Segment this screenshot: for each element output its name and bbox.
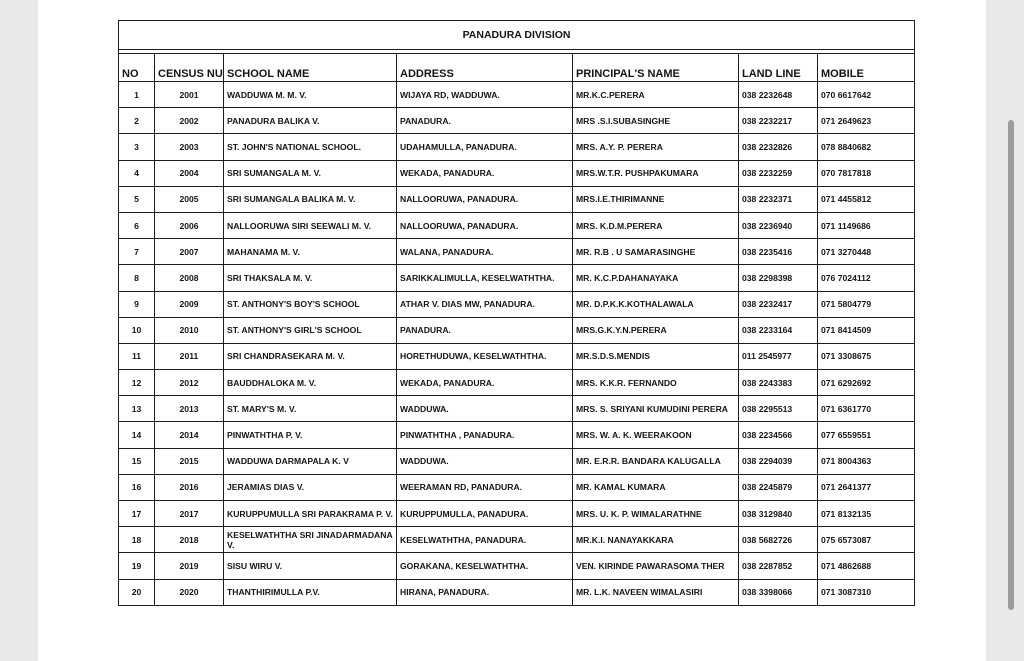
cell-school-name: ST. MARY'S M. V.: [224, 396, 397, 422]
table-row: [119, 527, 915, 553]
cell-principal: MRS. U. K. P. WIMALARATHNE: [573, 501, 739, 527]
cell-no: 13: [119, 396, 155, 422]
cell-census: 2020: [155, 579, 224, 605]
cell-principal: MRS.I.E.THIRIMANNE: [573, 186, 739, 212]
cell-school-name: JERAMIAS DIAS V.: [224, 474, 397, 500]
cell-address: HORETHUDUWA, KESELWATHTHA.: [397, 343, 573, 369]
cell-no: 15: [119, 448, 155, 474]
header-no: NO: [119, 54, 155, 82]
cell-school-name: KURUPPUMULLA SRI PARAKRAMA P. V.: [224, 501, 397, 527]
cell-landline: 038 2236940: [739, 212, 818, 238]
cell-landline: 038 2298398: [739, 265, 818, 291]
cell-landline: 038 2232259: [739, 160, 818, 186]
cell-school-name: SRI THAKSALA M. V.: [224, 265, 397, 291]
school-table: [118, 20, 915, 606]
cell-mobile: 071 2649623: [818, 108, 915, 134]
cell-landline: 038 2232371: [739, 186, 818, 212]
cell-school-name: ST. ANTHONY'S GIRL'S SCHOOL: [224, 317, 397, 343]
cell-principal: MRS. A.Y. P. PERERA: [573, 134, 739, 160]
header-address: ADDRESS: [397, 54, 573, 82]
cell-address: WALANA, PANADURA.: [397, 239, 573, 265]
cell-principal: VEN. KIRINDE PAWARASOMA THER: [573, 553, 739, 579]
cell-mobile: 071 4455812: [818, 186, 915, 212]
cell-mobile: 071 6361770: [818, 396, 915, 422]
cell-principal: MR.S.D.S.MENDIS: [573, 343, 739, 369]
cell-principal: MR.K.C.PERERA: [573, 82, 739, 108]
cell-census: 2014: [155, 422, 224, 448]
cell-no: 20: [119, 579, 155, 605]
cell-no: 6: [119, 212, 155, 238]
cell-school-name: THANTHIRIMULLA P.V.: [224, 579, 397, 605]
cell-landline: 038 2234566: [739, 422, 818, 448]
table-row: [119, 396, 915, 422]
table-row: [119, 553, 915, 579]
cell-landline: 038 2295513: [739, 396, 818, 422]
cell-mobile: 078 8840682: [818, 134, 915, 160]
cell-census: 2015: [155, 448, 224, 474]
cell-no: 11: [119, 343, 155, 369]
table-row: [119, 265, 915, 291]
cell-mobile: 071 1149686: [818, 212, 915, 238]
cell-principal: MRS. W. A. K. WEERAKOON: [573, 422, 739, 448]
cell-mobile: 077 6559551: [818, 422, 915, 448]
cell-school-name: SRI SUMANGALA M. V.: [224, 160, 397, 186]
cell-school-name: ST. ANTHONY'S BOY'S SCHOOL: [224, 291, 397, 317]
cell-address: UDAHAMULLA, PANADURA.: [397, 134, 573, 160]
cell-principal: MR. E.R.R. BANDARA KALUGALLA: [573, 448, 739, 474]
cell-no: 5: [119, 186, 155, 212]
school-table-sheet: [118, 20, 914, 620]
cell-address: ATHAR V. DIAS MW, PANADURA.: [397, 291, 573, 317]
cell-no: 16: [119, 474, 155, 500]
cell-address: KESELWATHTHA, PANADURA.: [397, 527, 573, 553]
cell-landline: 038 2232826: [739, 134, 818, 160]
table-row: [119, 82, 915, 108]
cell-census: 2010: [155, 317, 224, 343]
cell-no: 18: [119, 527, 155, 553]
cell-no: 19: [119, 553, 155, 579]
cell-no: 12: [119, 370, 155, 396]
cell-school-name: KESELWATHTHA SRI JINADARMADANA V.: [224, 527, 397, 553]
cell-mobile: 071 3270448: [818, 239, 915, 265]
header-row: [119, 54, 915, 82]
cell-address: WADDUWA.: [397, 448, 573, 474]
cell-mobile: 071 8132135: [818, 501, 915, 527]
cell-landline: 011 2545977: [739, 343, 818, 369]
cell-school-name: BAUDDHALOKA M. V.: [224, 370, 397, 396]
cell-census: 2012: [155, 370, 224, 396]
table-row: [119, 239, 915, 265]
table-row: [119, 501, 915, 527]
cell-principal: MRS. K.K.R. FERNANDO: [573, 370, 739, 396]
cell-no: 10: [119, 317, 155, 343]
cell-landline: 038 2232217: [739, 108, 818, 134]
cell-mobile: 071 2641377: [818, 474, 915, 500]
cell-address: HIRANA, PANADURA.: [397, 579, 573, 605]
table-row: [119, 370, 915, 396]
cell-principal: MRS. K.D.M.PERERA: [573, 212, 739, 238]
cell-principal: MR. L.K. NAVEEN WIMALASIRI: [573, 579, 739, 605]
cell-census: 2007: [155, 239, 224, 265]
table-row: [119, 134, 915, 160]
cell-census: 2005: [155, 186, 224, 212]
cell-landline: 038 3129840: [739, 501, 818, 527]
cell-school-name: SRI CHANDRASEKARA M. V.: [224, 343, 397, 369]
table-row: [119, 343, 915, 369]
cell-principal: MR. KAMAL KUMARA: [573, 474, 739, 500]
cell-mobile: 071 4862688: [818, 553, 915, 579]
cell-address: SARIKKALIMULLA, KESELWATHTHA.: [397, 265, 573, 291]
cell-no: 17: [119, 501, 155, 527]
header-school: SCHOOL NAME: [224, 54, 397, 82]
table-row: [119, 186, 915, 212]
cell-address: WIJAYA RD, WADDUWA.: [397, 82, 573, 108]
cell-address: NALLOORUWA, PANADURA.: [397, 212, 573, 238]
cell-census: 2001: [155, 82, 224, 108]
cell-landline: 038 2243383: [739, 370, 818, 396]
cell-principal: MR. D.P.K.K.KOTHALAWALA: [573, 291, 739, 317]
cell-landline: 038 5682726: [739, 527, 818, 553]
table-row: [119, 474, 915, 500]
table-row: [119, 448, 915, 474]
table-row: [119, 291, 915, 317]
cell-address: KURUPPUMULLA, PANADURA.: [397, 501, 573, 527]
table-title: PANADURA DIVISION: [119, 21, 915, 50]
cell-no: 3: [119, 134, 155, 160]
cell-mobile: 071 6292692: [818, 370, 915, 396]
cell-address: PANADURA.: [397, 317, 573, 343]
cell-census: 2009: [155, 291, 224, 317]
cell-school-name: PINWATHTHA P. V.: [224, 422, 397, 448]
cell-landline: 038 2287852: [739, 553, 818, 579]
cell-school-name: SISU WIRU V.: [224, 553, 397, 579]
cell-mobile: 071 3087310: [818, 579, 915, 605]
cell-address: GORAKANA, KESELWATHTHA.: [397, 553, 573, 579]
header-principal: PRINCIPAL'S NAME: [573, 54, 739, 82]
cell-address: WEKADA, PANADURA.: [397, 160, 573, 186]
cell-mobile: 075 6573087: [818, 527, 915, 553]
cell-landline: 038 2233164: [739, 317, 818, 343]
table-row: [119, 108, 915, 134]
cell-mobile: 070 6617642: [818, 82, 915, 108]
cell-principal: MR. K.C.P.DAHANAYAKA: [573, 265, 739, 291]
cell-landline: 038 2232417: [739, 291, 818, 317]
cell-school-name: PANADURA BALIKA V.: [224, 108, 397, 134]
cell-census: 2019: [155, 553, 224, 579]
cell-mobile: 071 8414509: [818, 317, 915, 343]
table-row: [119, 317, 915, 343]
cell-school-name: ST. JOHN'S NATIONAL SCHOOL.: [224, 134, 397, 160]
cell-principal: MRS.G.K.Y.N.PERERA: [573, 317, 739, 343]
cell-no: 8: [119, 265, 155, 291]
cell-census: 2017: [155, 501, 224, 527]
cell-address: WADDUWA.: [397, 396, 573, 422]
cell-no: 1: [119, 82, 155, 108]
cell-school-name: WADDUWA M. M. V.: [224, 82, 397, 108]
table-row: [119, 422, 915, 448]
cell-census: 2013: [155, 396, 224, 422]
header-mobile: MOBILE: [818, 54, 915, 82]
cell-address: WEERAMAN RD, PANADURA.: [397, 474, 573, 500]
table-row: [119, 212, 915, 238]
cell-census: 2008: [155, 265, 224, 291]
cell-landline: 038 2245879: [739, 474, 818, 500]
cell-address: WEKADA, PANADURA.: [397, 370, 573, 396]
cell-no: 9: [119, 291, 155, 317]
cell-no: 4: [119, 160, 155, 186]
cell-principal: MRS. S. SRIYANI KUMUDINI PERERA: [573, 396, 739, 422]
cell-mobile: 076 7024112: [818, 265, 915, 291]
cell-principal: MRS .S.I.SUBASINGHE: [573, 108, 739, 134]
cell-landline: 038 2232648: [739, 82, 818, 108]
cell-census: 2006: [155, 212, 224, 238]
cell-mobile: 070 7817818: [818, 160, 915, 186]
cell-principal: MR. R.B . U SAMARASINGHE: [573, 239, 739, 265]
cell-landline: 038 2294039: [739, 448, 818, 474]
cell-landline: 038 2235416: [739, 239, 818, 265]
cell-census: 2002: [155, 108, 224, 134]
cell-mobile: 071 5804779: [818, 291, 915, 317]
cell-address: PINWATHTHA , PANADURA.: [397, 422, 573, 448]
cell-no: 14: [119, 422, 155, 448]
table-row: [119, 160, 915, 186]
cell-mobile: 071 8004363: [818, 448, 915, 474]
header-census: CENSUS NU: [155, 54, 224, 82]
cell-address: PANADURA.: [397, 108, 573, 134]
cell-census: 2004: [155, 160, 224, 186]
cell-school-name: MAHANAMA M. V.: [224, 239, 397, 265]
cell-census: 2018: [155, 527, 224, 553]
cell-census: 2016: [155, 474, 224, 500]
header-landline: LAND LINE: [739, 54, 818, 82]
cell-mobile: 071 3308675: [818, 343, 915, 369]
cell-school-name: NALLOORUWA SIRI SEEWALI M. V.: [224, 212, 397, 238]
cell-school-name: WADDUWA DARMAPALA K. V: [224, 448, 397, 474]
cell-census: 2003: [155, 134, 224, 160]
cell-landline: 038 3398066: [739, 579, 818, 605]
vertical-scrollbar[interactable]: [1008, 120, 1014, 610]
cell-no: 2: [119, 108, 155, 134]
cell-census: 2011: [155, 343, 224, 369]
cell-no: 7: [119, 239, 155, 265]
cell-principal: MR.K.I. NANAYAKKARA: [573, 527, 739, 553]
table-row: [119, 579, 915, 605]
cell-address: NALLOORUWA, PANADURA.: [397, 186, 573, 212]
cell-school-name: SRI SUMANGALA BALIKA M. V.: [224, 186, 397, 212]
cell-principal: MRS.W.T.R. PUSHPAKUMARA: [573, 160, 739, 186]
